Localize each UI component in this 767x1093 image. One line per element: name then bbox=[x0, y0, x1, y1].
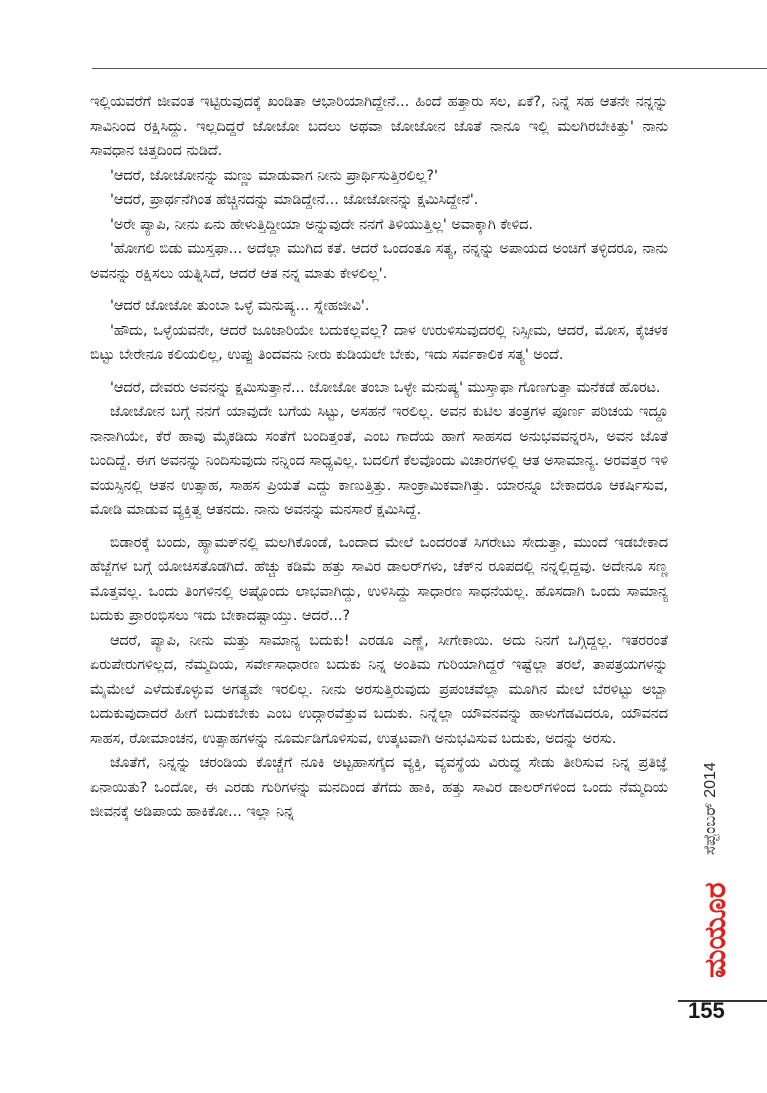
magazine-logo: ಮಯೂರ bbox=[698, 882, 733, 978]
paragraph: 'ಆದರೆ, ದೇವರು ಅವನನ್ನು ಕ್ಷಮಿಸುತ್ತಾನೆ... ಜೋಜೋ ತಂಬಾ ಒಳ್ಳೇ ಮನುಷ್ಯ' ಮುಸ್ತಾಫಾ ಗೊಣಗುತ್ತಾ ಮನೆಕಡೆ ಹೊರಟ. bbox=[110, 379, 661, 396]
header-rule bbox=[92, 68, 767, 69]
paragraph: ಬಿಡಾರಕ್ಕೆ ಬಂದು, ಹ್ಯಾಮಕ್‌ನಲ್ಲಿ ಮಲಗಿಕೊಂಡೆ, ಒಂದಾದ ಮೇಲೆ ಒಂದರಂತೆ ಸಿಗರೇಟು ಸೇದುತ್ತಾ, ಮುಂದೆ ಇಡಬೇಕಾದ ಹೆಜ್ಜೆಗಳ ಬಗ್ಗೆ ಯೋಚಿಸತೊಡಗಿದೆ. ಹೆಚ್ಚು ಕಡಿಮೆ ಹತ್ತು ಸಾವಿರ ಡಾಲರ್‌ಗಳು, ಚೆಕ್‌ನ ರೂಪದಲ್ಲಿ ನನ್ನಲ್ಲಿದ್ದವು. ಅದೇನೂ ಸಣ್ಣ ಮೊತ್ತವಲ್ಲ. ಒಂದು ತಿಂಗಳಿನಲ್ಲಿ ಅಷ್ಟೊಂದು ಲಾಭವಾಗಿದ್ದು, ಉಳಿಸಿದ್ದು ಸಾಧಾರಣ ಸಾಧನೆಯಲ್ಲ. ಹೊಸದಾಗಿ ಒಂದು ಸಾಮಾನ್ಯ ಬದುಕು ಪ್ರಾರಂಭಿಸಲು ಇದು ಬೇಕಾದಷ್ಟಾಯ್ತು. ಆದರೆ...? bbox=[90, 534, 668, 624]
paragraph: 'ಹೌದು, ಒಳ್ಳೆಯವನೇ, ಆದರೆ ಜೂಜಾರಿಯೇ ಬದುಕಲ್ಲವಲ್ಲ? ದಾಳ ಉರುಳಿಸುವುದರಲ್ಲಿ ನಿಸ್ಸೀಮ, ಆದರೆ, ಮೋಸ, ಕೈಚಳಕ ಬಿಟ್ಟು ಬೇರೇನೂ ಕಲಿಯಲಿಲ್ಲ, ಉಪ್ಪು ತಿಂದವನು ನೀರು ಕುಡಿಯಲೇ ಬೇಕು, ಇದು ಸರ್ವಕಾಲಿಕ ಸತ್ಯ' ಅಂದೆ. bbox=[90, 322, 668, 363]
paragraph: ಜೋಜೋನ ಬಗ್ಗೆ ನನಗೆ ಯಾವುದೇ ಬಗೆಯ ಸಿಟ್ಟು, ಅಸಹನೆ ಇರಲಿಲ್ಲ. ಅವನ ಕುಟಿಲ ತಂತ್ರಗಳ ಪೂರ್ಣ ಪರಿಚಯ ಇದ್ದೂ ನಾನಾಗಿಯೇ, ಕೆರೆ ಹಾವು ಮೈಕಡಿದು ಸಂತೆಗೆ ಬಂದಿತ್ತಂತೆ, ಎಂಬ ಗಾದೆಯ ಹಾಗೆ ಸಾಹಸದ ಅನುಭವವನ್ನರಸಿ, ಅವನ ಜೊತೆ ಬಂದಿದ್ದೆ. ಈಗ ಅವನನ್ನು ನಿಂದಿಸುವುದು ನನ್ನಿಂದ ಸಾಧ್ಯವಿಲ್ಲ. ಬದಲಿಗೆ ಕೆಲವೊಂದು ವಿಚಾರಗಳಲ್ಲಿ ಆತ ಅಸಾಮಾನ್ಯ. ಅರವತ್ತರ ಇಳಿ ವಯಸ್ಸಿನಲ್ಲಿ ಆತನ ಉತ್ಸಾಹ, ಸಾಹಸ ಪ್ರಿಯತೆ ಎದ್ದು ಕಾಣುತ್ತಿತ್ತು. ಸಾಂಕ್ರಾಮಿಕವಾಗಿತ್ತು. ಯಾರನ್ನೂ ಬೇಕಾದರೂ ಆಕರ್ಷಿಸುವ, ಮೋಡಿ ಮಾಡುವ ವ್ಯಕ್ತಿತ್ವ ಆತನದು. ನಾನು ಅವನನ್ನು ಮನಸಾರೆ ಕ್ಷಮಿಸಿದ್ದೆ. bbox=[90, 404, 668, 518]
paragraph: 'ಹೋಗಲಿ ಬಿಡು ಮುಸ್ತಫಾ... ಅದೆಲ್ಲಾ ಮುಗಿದ ಕತೆ. ಆದರೆ ಒಂದಂತೂ ಸತ್ಯ, ನನ್ನನ್ನು ಅಪಾಯದ ಅಂಚಿಗೆ ತಳ್ಳಿದರೂ, ನಾನು ಅವನನ್ನು ರಕ್ಷಿಸಲು ಯತ್ನಿಸಿದೆ, ಆದರೆ ಆತ ನನ್ನ ಮಾತು ಕೇಳಲಿಲ್ಲ'. bbox=[90, 241, 668, 282]
paragraph: ಆದರೆ, ಪ್ಯಾಪಿ, ನೀನು ಮತ್ತು ಸಾಮಾನ್ಯ ಬದುಕು! ಎರಡೂ ಎಣ್ಣೆ, ಸೀಗೇಕಾಯಿ. ಅದು ನಿನಗೆ ಒಗ್ಗಿದ್ದಲ್ಲ. ಇತರರಂತೆ ಏರುಪೇರುಗಳಿಲ್ಲದ, ನೆಮ್ಮದಿಯ, ಸರ್ವೇಸಾಧಾರಣ ಬದುಕು ನಿನ್ನ ಅಂತಿಮ ಗುರಿಯಾಗಿದ್ದರೆ ಇಷ್ಟೆಲ್ಲಾ ತರಲೆ, ತಾಪತ್ರಯಗಳನ್ನು ಮೈಮೇಲೆ ಎಳೆದುಕೊಳ್ಳುವ ಅಗತ್ಯವೇ ಇರಲಿಲ್ಲ. ನೀನು ಅರಸುತ್ತಿರುವುದು ಪ್ರಪಂಚವೆಲ್ಲಾ ಮೂಗಿನ ಮೇಲೆ ಬೆರಳಿಟ್ಟು ಅಬ್ಬಾ ಬದುಕುವುದಾದರೆ ಹೀಗೆ ಬದುಕಬೇಕು ಎಂಬ ಉದ್ಗಾರವೆತ್ತುವ ಬದುಕು. ನಿನ್ನೆಲ್ಲಾ ಯೌವನವನ್ನು ಹಾಳುಗೆಡವಿದರೂ, ಯೌವನದ ಸಾಹಸ, ರೋಮಾಂಚನ, ಉತ್ಸಾಹಗಳನ್ನು ನೂರ್ಮಡಿಗೊಳಿಸುವ, ಉತ್ಕಟವಾಗಿ ಅನುಭವಿಸುವ ಬದುಕು, ಅದನ್ನು ಅರಸು. bbox=[90, 632, 668, 747]
page-number: 155 bbox=[688, 998, 725, 1023]
paragraph: 'ಅರೇ ಪ್ಯಾಪಿ, ನೀನು ಏನು ಹೇಳುತ್ತಿದ್ದೀಯಾ ಅನ್ನುವುದೇ ನನಗೆ ತಿಳಿಯುತ್ತಿಲ್ಲ' ಅವಾಕ್ಕಾಗಿ ಕೇಳಿದ. bbox=[110, 216, 533, 233]
paragraph: 'ಆದರೆ ಜೋಜೋ ತುಂಬಾ ಒಳ್ಳೆ ಮನುಷ್ಯ... ಸ್ನೇಹಜೀವಿ'. bbox=[110, 298, 370, 314]
paragraph: 'ಆದರೆ, ಜೋಜೋನನ್ನು ಮಣ್ಣು ಮಾಡುವಾಗ ನೀನು ಪ್ರಾರ್ಥಿಸುತ್ತಿರಲಿಲ್ಲ?' bbox=[110, 167, 438, 184]
paragraph: 'ಆದರೆ, ಪ್ರಾರ್ಥನೆಗಿಂತ ಹೆಚ್ಚಿನದನ್ನು ಮಾಡಿದ್ದೇನೆ... ಜೋಜೋನನ್ನು ಕ್ಷಮಿಸಿದ್ದೇನೆ'. bbox=[110, 192, 479, 208]
paragraph: ಜೊತೆಗೆ, ನಿನ್ನನ್ನು ಚರಂಡಿಯ ಕೊಚ್ಚೆಗೆ ನೂಕಿ ಅಟ್ಟಹಾಸಗೈದ ವ್ಯಕ್ತಿ, ವ್ಯವಸ್ಥೆಯ ವಿರುದ್ಧ ಸೇಡು ತೀರಿಸುವ ನಿನ್ನ ಪ್ರತಿಜ್ಞೆ ಏನಾಯಿತು? ಒಂದೋ, ಈ ಎರಡು ಗುರಿಗಳನ್ನು ಮನದಿಂದ ತೆಗೆದು ಹಾಕಿ, ಹತ್ತು ಸಾವಿರ ಡಾಲರ್‌ಗಳಿಂದ ಒಂದು ನೆಮ್ಮದಿಯ ಜೀವನಕ್ಕೆ ಅಡಿಪಾಯ ಹಾಕಿಕೋ... ಇಲ್ಲಾ ನಿನ್ನ bbox=[90, 755, 669, 820]
article-body bbox=[90, 90, 668, 825]
magazine-sidebar bbox=[678, 735, 738, 1000]
issue-date: ಸೆಪ್ಟೆಂಬರ್ 2014 bbox=[702, 762, 719, 855]
paragraph: ಇಲ್ಲಿಯವರೆಗೆ ಜೀವಂತ ಇಟ್ಟಿರುವುದಕ್ಕೆ ಖಂಡಿತಾ ಆಭಾರಿಯಾಗಿದ್ದೇನೆ... ಹಿಂದೆ ಹತ್ತಾರು ಸಲ, ಏಕೆ?, ನಿನ್ನೆ ಸಹ ಆತನೇ ನನ್ನನ್ನು ಸಾವಿನಿಂದ ರಕ್ಷಿಸಿದ್ದು. ಇಲ್ಲದಿದ್ದರೆ ಜೋಜೋ ಬದಲು ಅಥವಾ ಜೋಜೋನ ಜೊತೆ ನಾನೂ ಇಲ್ಲಿ ಮಲಗಿರಬೇಕಿತ್ತು' ನಾನು ಸಾವಧಾನ ಚಿತ್ತದಿಂದ ನುಡಿದೆ. bbox=[90, 94, 669, 159]
